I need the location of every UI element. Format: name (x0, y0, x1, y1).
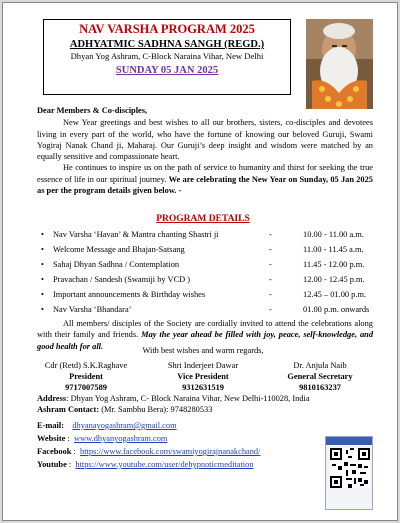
dash-separator: - (269, 275, 272, 284)
address-label: Address (37, 394, 67, 403)
program-item (41, 287, 371, 302)
program-event: Nav Varsha ‘Bhandara’ (53, 305, 132, 314)
regards-line: With best wishes and warm regards, (142, 346, 264, 355)
signatory-general-secretary (265, 360, 375, 393)
qr-header-bar (326, 437, 372, 445)
bullet-icon: • (41, 305, 44, 314)
ashram-contact-text: (Mr. Sambhu Bera): 9748280533 (101, 405, 213, 415)
website-link[interactable]: www.dhyanyogashram.com (74, 434, 168, 443)
signatory-president (31, 360, 141, 393)
program-item (41, 302, 371, 317)
invitation-text: All members/ disciples of the Society are cordially invited to attend the celebrations along with their family and friends. (37, 319, 373, 340)
program-details-heading: PROGRAM DETAILS (156, 214, 250, 224)
program-time: 12.45 – 01.00 p.m. (303, 290, 367, 299)
address-text: : Dhyan Yog Ashram, C- Block Naraina Vihar, New Delhi-110028, India (66, 394, 310, 403)
youtube-label: Youtube (37, 460, 67, 469)
dash-separator: - (269, 305, 272, 314)
program-event: Welcome Message and Bhajan-Satsang (53, 245, 185, 254)
website-label: Website (37, 434, 66, 443)
event-date: SUNDAY 05 JAN 2025 (115, 65, 219, 76)
signatory-name: Shri Inderjeet Dawar (167, 361, 239, 370)
letter-paragraph-1: New Year greetings and best wishes to all our brothers, sisters, co-disciples and devotees living in every part of the world, who have the fortune of knowing our beloved Guruji, Swami Yogiraj Nanak Chand ji, Maharaj. Our Guruji’s deep insight and wisdom were matched by an equally sensitive and compassionate heart. (37, 118, 373, 162)
program-time: 12.00 - 12.45 p.m. (303, 275, 365, 284)
email-link[interactable]: dhyanayogashram@gmail.com (72, 421, 177, 430)
program-list (41, 227, 371, 317)
signatory-phone: 9312631519 (182, 383, 224, 392)
bullet-icon: • (41, 290, 44, 299)
letter-body (37, 105, 373, 196)
dash-separator: - (269, 260, 272, 269)
bullet-icon: • (41, 260, 44, 269)
facebook-link[interactable]: https://www.facebook.com/swamiyogirajnanakchand/ (80, 447, 261, 456)
program-event: Important announcements & Birthday wishes (53, 290, 206, 299)
bullet-icon: • (41, 275, 44, 284)
website-line: Website : www.dhyanyogashram.com (37, 434, 168, 443)
signatory-role: President (69, 372, 103, 381)
greeting: Dear Members & Co-disciples, (37, 106, 148, 115)
program-item (41, 272, 371, 287)
signatory-name: Cdr (Retd) S.K.Raghave (44, 361, 128, 370)
qr-code-icon (330, 448, 370, 488)
youtube-link[interactable]: https://www.youtube.com/user/dehypnoticmeditation (75, 460, 254, 469)
invitation-wish: May the year ahead be filled with joy, peace, self-knowledge, and good health for all. (37, 330, 374, 351)
letter-paragraph-2 (37, 162, 373, 196)
program-event: Nav Varsha ‘Havan’ & Mantra chanting Shastri ji (53, 230, 219, 239)
bullet-icon: • (41, 245, 44, 254)
signatory-role: Vice President (177, 372, 229, 381)
facebook-line: Facebook : https://www.facebook.com/swamiyogirajnanakchand/ (37, 447, 261, 456)
guruji-photo (306, 19, 373, 109)
program-item (41, 242, 371, 257)
facebook-label: Facebook (37, 447, 72, 456)
ashram-contact-line (37, 404, 377, 415)
signatory-phone: 9810163237 (299, 383, 341, 392)
program-time: 10.00 - 11.00 a.m. (303, 230, 364, 239)
program-title: NAV VARSHA PROGRAM 2025 (79, 22, 255, 36)
program-item (41, 227, 371, 242)
contact-links (37, 419, 337, 471)
program-time: 11.45 - 12.00 p.m. (303, 260, 365, 269)
signatory-vice-president (148, 360, 258, 393)
program-time: 01.00 p.m. onwards (303, 305, 370, 314)
dash-separator: - (269, 230, 272, 239)
signatory-phone: 9717007589 (65, 383, 107, 392)
program-item (41, 257, 371, 272)
bullet-icon: • (41, 230, 44, 239)
paragraph-2-highlight: We are celebrating the New Year on Sunday, 05 Jan 2025 as per the program details given below. - (37, 174, 373, 196)
organization-name: ADHYATMIC SADHNA SANGH (REGD.) (69, 39, 265, 50)
address-line (37, 393, 377, 404)
header-address: Dhyan Yog Ashram, C-Block Naraina Vihar, New Delhi (70, 51, 264, 61)
qr-code-card[interactable] (325, 436, 373, 510)
header-box (43, 19, 291, 95)
ashram-contact-label: Ashram Contact: (37, 405, 100, 415)
paragraph-2-text: He continues to inspire us on the path of service to humanity and thirst for seeking the true essence of life in our spiritual journey. (37, 163, 373, 184)
program-time: 11.00 - 11.45 a.m. (303, 245, 364, 254)
document-page (2, 2, 398, 521)
dash-separator: - (269, 245, 272, 254)
signatory-role: General Secretary (287, 372, 353, 381)
program-event: Sahaj Dhyan Sadhna / Contemplation (53, 260, 180, 269)
program-event: Pravachan / Sandesh (Swamiji by VCD ) (53, 275, 191, 284)
dash-separator: - (269, 290, 272, 299)
address-block (37, 393, 377, 416)
signatory-name: Dr. Anjula Naib (293, 361, 347, 370)
email-label: E-mail: (37, 421, 64, 430)
youtube-line: Youtube : https://www.youtube.com/user/dehypnoticmeditation (37, 460, 254, 469)
email-line (37, 419, 337, 432)
